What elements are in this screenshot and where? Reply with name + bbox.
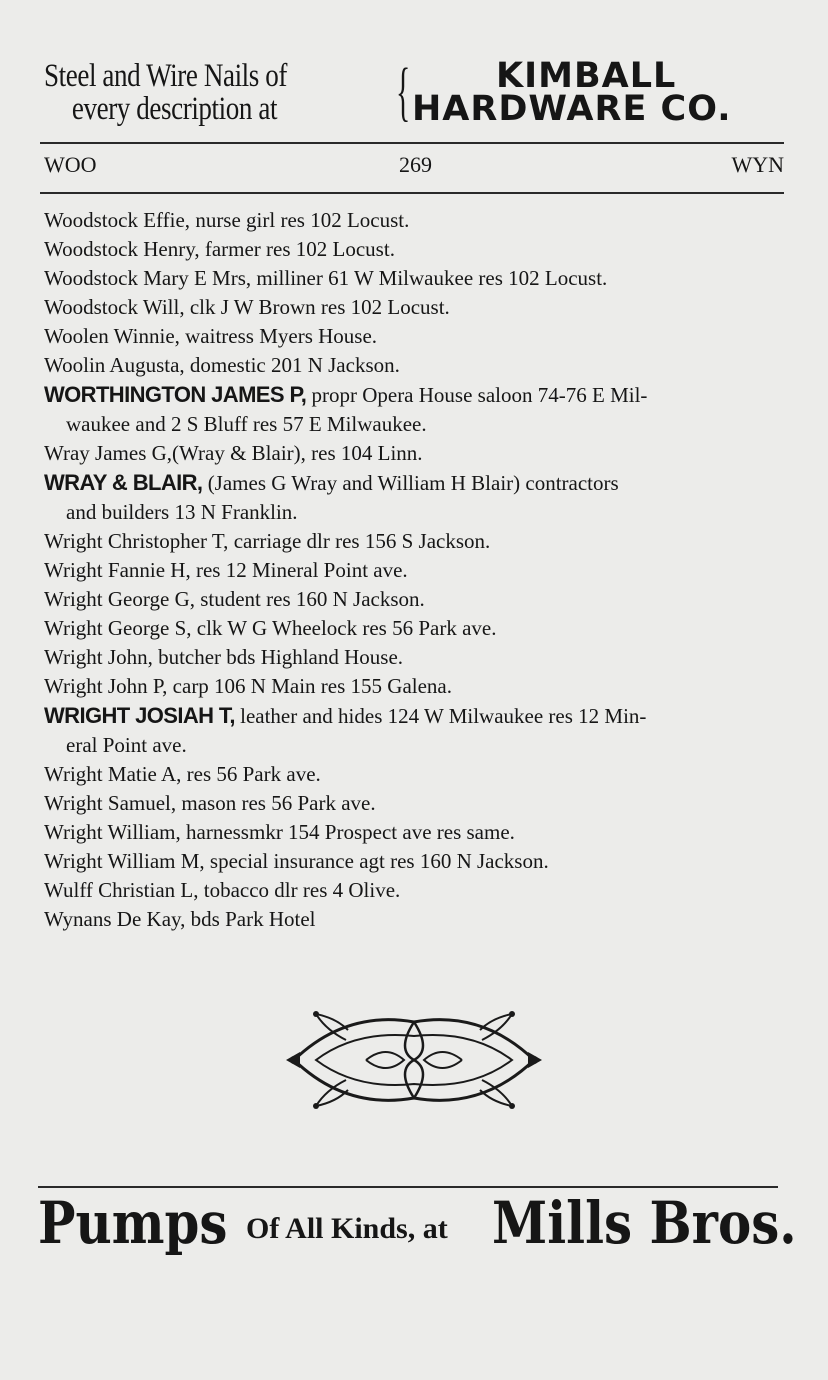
- top-advertisement: [40, 55, 790, 132]
- list-item: [44, 818, 786, 847]
- entry-details: res 12 Mineral Point ave.: [190, 558, 408, 582]
- list-item: [44, 585, 786, 614]
- entry-details: student res 160 N Jackson.: [194, 587, 425, 611]
- entry-details: tobacco dlr res 4 Olive.: [198, 878, 401, 902]
- list-item: [44, 701, 786, 760]
- entry-details: clk W G Wheelock res 56 Park ave.: [191, 616, 497, 640]
- kimball-line: KIMBALL: [496, 56, 677, 96]
- nails-ad-text: [44, 55, 411, 128]
- list-item: [44, 527, 786, 556]
- list-item: [44, 760, 786, 789]
- entry-name: WRAY & BLAIR,: [44, 470, 203, 495]
- header-right-guide: WYN: [731, 152, 784, 177]
- list-item: [44, 876, 786, 905]
- directory-entries: [44, 206, 786, 934]
- entry-details: carp 106 N Main res 155 Galena.: [167, 674, 452, 698]
- header-bottom-rule: [40, 192, 784, 194]
- entry-details: res 56 Park ave.: [181, 762, 321, 786]
- entry-name: Wulff Christian L,: [44, 878, 199, 902]
- entry-continuation: and builders 13 N Franklin.: [66, 500, 298, 524]
- entry-details: (James G Wray and William H Blair) contractors: [202, 471, 619, 495]
- entry-continuation: waukee and 2 S Bluff res 57 E Milwaukee.: [66, 412, 427, 436]
- entry-name: Woodstock Mary E Mrs,: [44, 266, 252, 290]
- footer-rule: [38, 1186, 778, 1188]
- list-item: [44, 789, 786, 818]
- nails-ad-line-1: Steel and Wire Nails of: [44, 58, 287, 94]
- entry-continuation: eral Point ave.: [66, 733, 187, 757]
- list-item: [44, 439, 786, 468]
- list-item: [44, 235, 786, 264]
- entry-details: bds Park Hotel: [185, 907, 316, 931]
- entry-details: farmer res 102 Locust.: [199, 237, 395, 261]
- entry-name: Wright Samuel,: [44, 791, 177, 815]
- mills-bros-name: Mills Bros.: [492, 1189, 797, 1257]
- list-item: [44, 643, 786, 672]
- list-item: [44, 351, 786, 380]
- hardware-co-line: HARDWARE CO.: [412, 89, 732, 129]
- list-item: [44, 322, 786, 351]
- entry-name: Wright Christopher T,: [44, 529, 229, 553]
- entry-name: Wright William M,: [44, 849, 205, 873]
- list-item: [44, 847, 786, 876]
- of-all-kinds-text: Of All Kinds, at: [246, 1212, 448, 1245]
- list-item: [44, 293, 786, 322]
- entry-details: carriage dlr res 156 S Jackson.: [228, 529, 491, 553]
- entry-details: leather and hides 124 W Milwaukee res 12 Min-: [234, 704, 647, 728]
- entry-details: nurse girl res 102 Locust.: [190, 208, 410, 232]
- list-item: [44, 380, 786, 439]
- entry-name: Woodstock Henry,: [44, 237, 200, 261]
- entry-details: special insurance agt res 160 N Jackson.: [204, 849, 549, 873]
- page-number: 269: [399, 152, 432, 177]
- entry-name: WORTHINGTON JAMES P,: [44, 382, 307, 407]
- running-header: [44, 152, 784, 182]
- entry-details: clk J W Brown res 102 Locust.: [184, 295, 450, 319]
- bottom-advertisement: [38, 1189, 797, 1262]
- list-item: [44, 206, 786, 235]
- list-item: [44, 614, 786, 643]
- entry-name: Wright George S,: [44, 616, 192, 640]
- entry-details: mason res 56 Park ave.: [176, 791, 376, 815]
- header-top-rule: [40, 142, 784, 144]
- entry-name: Wray James G,: [44, 441, 173, 465]
- list-item: [44, 556, 786, 585]
- entry-details: butcher bds Highland House.: [152, 645, 404, 669]
- entry-name: Woolen Winnie,: [44, 324, 180, 348]
- entry-name: Wynans De Kay,: [44, 907, 186, 931]
- entry-name: Woolin Augusta,: [44, 353, 185, 377]
- kimball-hardware-name: [412, 56, 792, 129]
- entry-details: milliner 61 W Milwaukee res 102 Locust.: [251, 266, 608, 290]
- entry-name: Wright William,: [44, 820, 181, 844]
- list-item: [44, 905, 786, 934]
- entry-details: waitress Myers House.: [179, 324, 378, 348]
- entry-name: WRIGHT JOSIAH T,: [44, 703, 235, 728]
- ornament-icon: [286, 1000, 542, 1120]
- entry-details: (Wray & Blair), res 104 Linn.: [172, 441, 423, 465]
- entry-details: domestic 201 N Jackson.: [184, 353, 400, 377]
- entry-name: Wright John P,: [44, 674, 168, 698]
- entry-name: Woodstock Effie,: [44, 208, 191, 232]
- entry-name: Wright Fannie H,: [44, 558, 191, 582]
- entry-name: Wright John,: [44, 645, 153, 669]
- entry-details: propr Opera House saloon 74-76 E Mil-: [306, 383, 648, 407]
- entry-name: Wright Matie A,: [44, 762, 182, 786]
- header-left-guide: WOO: [44, 152, 97, 177]
- list-item: [44, 468, 786, 527]
- pumps-word: Pumps: [38, 1189, 228, 1257]
- list-item: [44, 264, 786, 293]
- nails-ad-line-2: every description at: [71, 91, 278, 127]
- list-item: [44, 672, 786, 701]
- entry-name: Woodstock Will,: [44, 295, 185, 319]
- entry-name: Wright George G,: [44, 587, 195, 611]
- ad-brace: {: [396, 55, 411, 128]
- entry-details: harnessmkr 154 Prospect ave res same.: [180, 820, 515, 844]
